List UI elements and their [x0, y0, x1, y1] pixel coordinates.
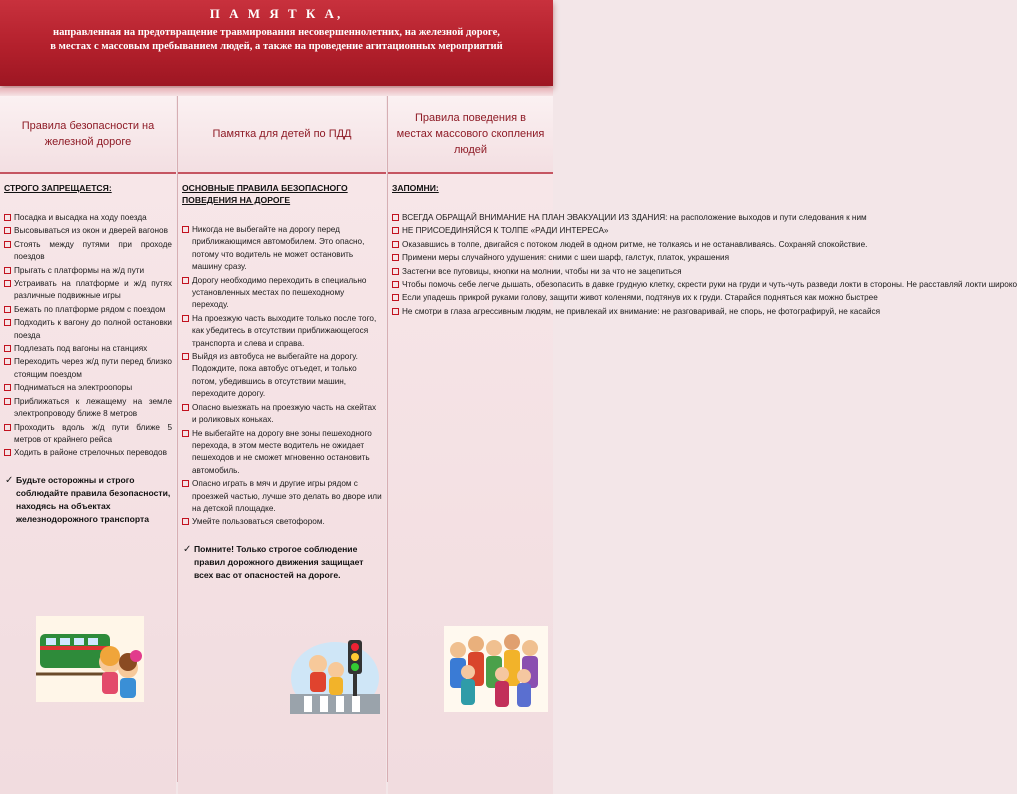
list-item	[4, 422, 172, 447]
checkbox-bullet-icon	[4, 267, 11, 274]
list-item	[4, 356, 172, 381]
checkbox-bullet-icon	[392, 281, 399, 288]
list-item	[392, 279, 1017, 291]
checkbox-bullet-icon	[182, 315, 189, 322]
check-icon: ✓	[183, 543, 192, 555]
checkbox-bullet-icon	[4, 241, 11, 248]
column-crowd-safety	[388, 96, 1017, 782]
checkbox-bullet-icon	[4, 358, 11, 365]
crowd-cartoon-image	[444, 626, 548, 712]
page-subtitle-line-2: в местах с массовым пребыванием людей, а также на проведение агитационных мероприятий	[50, 41, 503, 52]
list-item-text: Переходить через ж/д пути перед близко стоящим поездом	[14, 357, 172, 379]
list-item	[4, 382, 172, 394]
checkbox-bullet-icon	[4, 214, 11, 221]
list-item	[182, 402, 382, 427]
list-item	[392, 252, 730, 264]
list-item-text: Опасно играть в мяч и другие игры рядом с проезжей частью, лучше это делать во дворе или на детской площадке.	[192, 479, 382, 513]
list-item-text: Примени меры случайного удушения: сними с шеи шарф, галстук, платок, украшения	[402, 253, 730, 263]
checkbox-bullet-icon	[4, 227, 11, 234]
list-item-text: Подходить к вагону до полной остановки поезда	[14, 318, 172, 340]
list-item	[4, 447, 172, 459]
page-subtitle-line-1: направленная на предотвращение травмирования несовершеннолетних, на железной дороге,	[53, 27, 500, 38]
header-shadow-band	[0, 88, 553, 96]
list-item	[4, 239, 172, 264]
list-item	[4, 212, 172, 224]
rules-list	[182, 224, 382, 529]
checkbox-bullet-icon	[182, 518, 189, 525]
column-body	[388, 174, 1017, 794]
checkbox-bullet-icon	[4, 319, 11, 326]
list-item-text: Если упадешь прикрой руками голову, защити живот коленями, подтянув их к груди. Старайся подняться как можно быстрее	[402, 293, 878, 303]
list-item-text: Подниматься на электроопоры	[14, 383, 133, 393]
list-item-text: Устраивать на платформе и ж/д путях различные подвижные игры	[14, 279, 172, 301]
list-item	[4, 304, 172, 316]
list-item	[182, 351, 382, 401]
list-item	[4, 225, 172, 237]
rules-list	[392, 212, 1017, 318]
list-item-text: Ходить в районе стрелочных переводов	[14, 448, 167, 458]
list-item-text: ВСЕГДА ОБРАЩАЙ ВНИМАНИЕ НА ПЛАН ЭВАКУАЦИИ ИЗ ЗДАНИЯ: на расположение выходов и пути следования к ним	[402, 213, 867, 222]
closing-note	[182, 543, 382, 582]
checkbox-bullet-icon	[392, 227, 399, 234]
list-item	[182, 224, 382, 274]
list-item-text: Бежать по платформе рядом с поездом	[14, 304, 166, 314]
column-railway	[0, 96, 176, 782]
list-item	[392, 292, 878, 304]
checkbox-bullet-icon	[392, 254, 399, 261]
list-item	[4, 278, 172, 303]
checkbox-bullet-icon	[182, 353, 189, 360]
list-item	[182, 275, 382, 312]
list-item-text: Прыгать с платформы на ж/д пути	[14, 265, 145, 275]
checkbox-bullet-icon	[182, 480, 189, 487]
list-item	[182, 516, 382, 528]
list-item-text: Подлезать под вагоны на станциях	[14, 344, 148, 354]
list-item	[4, 317, 172, 342]
list-item	[4, 265, 172, 277]
checkbox-bullet-icon	[182, 226, 189, 233]
list-item-text: Не выбегайте на дорогу вне зоны пешеходного перехода, в этом месте водитель не ожидает пешеходов и не сможет мгновенно остановить автомобиль.	[192, 428, 372, 475]
checkbox-bullet-icon	[392, 268, 399, 275]
section-title: ЗАПОМНИ:	[392, 183, 439, 193]
list-item	[182, 313, 382, 350]
checkbox-bullet-icon	[4, 306, 11, 313]
column-traffic-rules	[178, 96, 386, 782]
train-cartoon-image	[36, 616, 144, 702]
column-body	[178, 174, 386, 794]
checkbox-bullet-icon	[392, 308, 399, 315]
list-item-text: Застегни все пуговицы, кнопки на молнии, чтобы ни за что не зацепиться	[402, 266, 682, 276]
checkbox-bullet-icon	[4, 280, 11, 287]
list-item-text: Оказавшись в толпе, двигайся с потоком людей в одном ритме, не толкаясь и не останавливаясь. Сохраняй спокойствие.	[402, 239, 868, 249]
list-item	[182, 478, 382, 515]
column-heading: Памятка для детей по ПДД	[178, 96, 386, 172]
list-item-text: Приближаться к лежащему на земле электропроводу ближе 8 метров	[14, 396, 172, 419]
list-item-text: НЕ ПРИСОЕДИНЯЙСЯ К ТОЛПЕ «РАДИ ИНТЕРЕСА»	[402, 226, 609, 236]
checkbox-bullet-icon	[4, 424, 11, 431]
list-item	[4, 396, 172, 421]
page-title: П А М Я Т К А,	[209, 6, 344, 21]
column-body	[0, 174, 176, 794]
list-item	[4, 343, 172, 355]
list-item-text: Никогда не выбегайте на дорогу перед приближающимся автомобилем. Это опасно, потому что водитель не может остановить машину сразу.	[192, 225, 365, 272]
checkbox-bullet-icon	[4, 345, 11, 352]
checkbox-bullet-icon	[182, 404, 189, 411]
traffic-light-kids-image	[290, 634, 380, 714]
checkbox-bullet-icon	[182, 277, 189, 284]
list-item	[182, 428, 382, 478]
header-banner	[0, 0, 553, 86]
list-item-text: Высовываться из окон и дверей вагонов	[14, 226, 168, 236]
list-item-text: Чтобы помочь себе легче дышать, обезопасить в давке грудную клетку, скрести руки на груди и чуть-чуть разведи локти в стороны. Не расставляй локти широко	[402, 280, 1017, 290]
list-item	[392, 306, 881, 318]
checkbox-bullet-icon	[4, 449, 11, 456]
list-item-text: Выйдя из автобуса не выбегайте на дорогу. Подождите, пока автобус отъедет, и только потом, убедившись в отсутствии машин, переходите дорогу.	[192, 352, 358, 399]
column-heading: Правила поведения в местах массового скопления людей	[388, 96, 553, 172]
list-item	[392, 266, 682, 278]
list-item-text: Дорогу необходимо переходить в специально установленных местах по пешеходному переходу.	[192, 275, 367, 310]
rules-list	[4, 212, 172, 460]
list-item-text: Опасно выезжать на проезжую часть на скейтах и роликовых коньках.	[192, 402, 377, 425]
closing-note-text: Помните! Только строгое соблюдение правил дорожного движения защищает всех вас от опасностей на дороге.	[194, 543, 364, 580]
closing-note-text: Будьте осторожны и строго соблюдайте правила безопасности, находясь на объектах железнодорожного транспорта	[16, 474, 171, 524]
list-item-text: На проезжую часть выходите только после того, как убедитесь в отсутствии приближающегося транспорта и слева и справа.	[192, 313, 377, 348]
list-item	[392, 239, 868, 251]
list-item-text: Стоять между путями при проходе поездов	[14, 239, 172, 262]
section-title: СТРОГО ЗАПРЕЩАЕТСЯ:	[4, 183, 112, 193]
list-item-text: Посадка и высадка на ходу поезда	[14, 213, 147, 222]
closing-note	[4, 474, 172, 526]
list-item	[392, 225, 609, 237]
check-icon: ✓	[5, 474, 14, 486]
checkbox-bullet-icon	[392, 214, 399, 221]
list-item-text: Не смотри в глаза агрессивным людям, не привлекай их внимание: не разговаривай, не спорь, не фотографируй, не касайся	[402, 306, 881, 316]
section-title: ОСНОВНЫЕ ПРАВИЛА БЕЗОПАСНОГО ПОВЕДЕНИЯ НА ДОРОГЕ	[182, 183, 348, 205]
columns-area	[0, 96, 1017, 782]
checkbox-bullet-icon	[4, 398, 11, 405]
list-item-text: Проходить вдоль ж/д пути ближе 5 метров от крайнего рейса	[14, 422, 172, 444]
column-heading: Правила безопасности на железной дороге	[0, 96, 176, 172]
checkbox-bullet-icon	[392, 294, 399, 301]
checkbox-bullet-icon	[392, 241, 399, 248]
list-item-text: Умейте пользоваться светофором.	[192, 517, 325, 527]
checkbox-bullet-icon	[4, 384, 11, 391]
list-item	[392, 212, 867, 224]
checkbox-bullet-icon	[182, 430, 189, 437]
